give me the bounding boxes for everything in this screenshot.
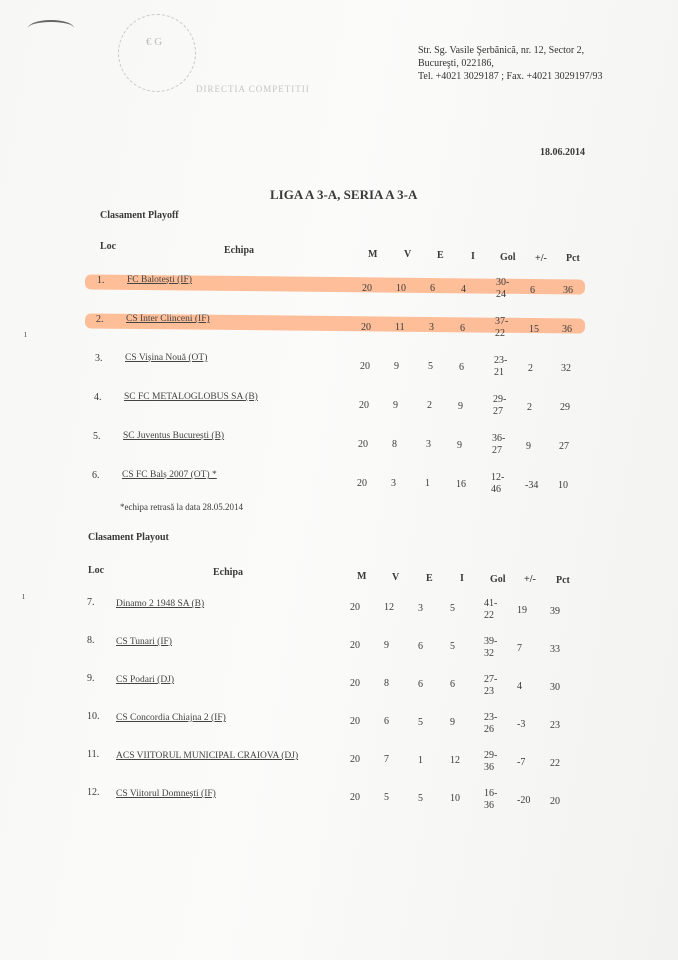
cell-e: 5 xyxy=(418,793,423,804)
cell-pct: 30 xyxy=(550,682,560,693)
gol-scored: 41- xyxy=(484,598,498,609)
cell-m: 20 xyxy=(350,678,360,689)
cell-team: ACS VIITORUL MUNICIPAL CRAIOVA (DJ) xyxy=(116,751,299,761)
col-loc: Loc xyxy=(88,565,105,576)
footnote: *echipa retrasă la data 28.05.2014 xyxy=(120,502,243,512)
cell-pct: 36 xyxy=(563,285,573,296)
col-gol: Gol xyxy=(500,252,516,263)
cell-i: 9 xyxy=(458,401,463,412)
cell-i: 9 xyxy=(457,440,462,451)
cell-m: 20 xyxy=(358,439,368,450)
cell-loc: 7. xyxy=(87,597,95,608)
cell-e: 1 xyxy=(425,478,430,489)
cell-v: 10 xyxy=(396,283,406,294)
col-m: M xyxy=(357,571,367,582)
cell-m: 20 xyxy=(357,478,367,489)
cell-v: 6 xyxy=(384,716,389,727)
cell-e: 6 xyxy=(418,679,423,690)
col-e: E xyxy=(437,250,444,261)
gol-conceded: 36 xyxy=(484,762,494,773)
cell-e: 5 xyxy=(428,361,433,372)
gol-conceded: 27 xyxy=(493,406,503,417)
cell-loc: 6. xyxy=(92,470,100,481)
cell-pct: 27 xyxy=(559,441,569,452)
cell-team: CS Podari (DJ) xyxy=(116,675,175,685)
cell-dif: 7 xyxy=(517,643,522,654)
stamp-mark: € G xyxy=(146,36,163,48)
col-pct: Pct xyxy=(566,253,580,264)
cell-e: 3 xyxy=(418,603,423,614)
cell-v: 7 xyxy=(384,754,389,765)
cell-loc: 12. xyxy=(87,787,100,798)
cell-gol xyxy=(494,355,507,379)
cell-team: CS FC Balș 2007 (OT) * xyxy=(122,470,217,480)
pen-mark xyxy=(28,20,74,36)
cell-i: 6 xyxy=(450,679,455,690)
cell-gol xyxy=(492,433,505,457)
cell-dif: 19 xyxy=(517,605,527,616)
address-line: Tel. +4021 3029187 ; Fax. +4021 3029197/93 xyxy=(418,71,603,82)
cell-dif: -7 xyxy=(517,757,526,768)
cell-team: CS Inter Clinceni (IF) xyxy=(126,314,210,324)
gol-scored: 23- xyxy=(484,712,498,723)
cell-dif: 4 xyxy=(517,681,522,692)
cell-v: 12 xyxy=(384,602,394,613)
cell-m: 20 xyxy=(350,602,360,613)
cell-dif: 6 xyxy=(530,285,535,296)
col-gol: Gol xyxy=(490,574,506,585)
gol-scored: 29- xyxy=(484,750,498,761)
cell-loc: 1. xyxy=(97,275,105,286)
cell-m: 20 xyxy=(350,716,360,727)
margin-tick: ı xyxy=(22,590,26,602)
gol-conceded: 46 xyxy=(491,484,501,495)
col-e: E xyxy=(426,573,433,584)
gol-scored: 37- xyxy=(495,316,509,327)
cell-pct: 22 xyxy=(550,758,560,769)
cell-gol xyxy=(484,788,497,812)
cell-i: 4 xyxy=(461,284,466,295)
gol-conceded: 26 xyxy=(484,724,494,735)
cell-team: CS Vișina Nouă (OT) xyxy=(125,353,208,363)
cell-e: 3 xyxy=(429,322,434,333)
cell-loc: 9. xyxy=(87,673,95,684)
cell-v: 5 xyxy=(384,792,389,803)
cell-pct: 36 xyxy=(562,324,572,335)
cell-gol xyxy=(484,750,497,774)
cell-e: 1 xyxy=(418,755,423,766)
cell-gol xyxy=(496,277,509,301)
col-dif: +/- xyxy=(535,253,547,264)
cell-pct: 39 xyxy=(550,606,560,617)
playout-heading: Clasament Playout xyxy=(88,532,169,543)
cell-v: 3 xyxy=(391,478,396,489)
cell-v: 8 xyxy=(384,678,389,689)
cell-gol xyxy=(484,712,497,736)
cell-v: 11 xyxy=(395,322,405,333)
gol-scored: 23- xyxy=(494,355,508,366)
gol-scored: 30- xyxy=(496,277,510,288)
cell-dif: -20 xyxy=(517,795,531,806)
cell-gol xyxy=(491,472,504,496)
document-title: LIGA A 3-A, SERIA A 3-A xyxy=(270,187,418,202)
gol-scored: 12- xyxy=(491,472,505,483)
cell-team: FC Balotești (IF) xyxy=(127,275,192,285)
gol-conceded: 22 xyxy=(495,328,505,339)
cell-loc: 4. xyxy=(94,392,102,403)
cell-i: 5 xyxy=(450,603,455,614)
cell-loc: 11. xyxy=(87,749,100,760)
cell-v: 9 xyxy=(393,400,398,411)
cell-m: 20 xyxy=(362,283,372,294)
cell-dif: -34 xyxy=(525,480,539,491)
cell-gol xyxy=(484,674,497,698)
cell-pct: 29 xyxy=(560,402,570,413)
cell-i: 16 xyxy=(456,479,466,490)
col-echipa: Echipa xyxy=(213,567,244,578)
gol-conceded: 27 xyxy=(492,445,502,456)
gol-conceded: 24 xyxy=(496,289,506,300)
address-line: Bucureşti, 022186, xyxy=(418,58,494,69)
col-pct: Pct xyxy=(556,575,570,586)
cell-m: 20 xyxy=(360,361,370,372)
cell-dif: 9 xyxy=(526,441,531,452)
cell-dif: 15 xyxy=(529,324,539,335)
cell-team: CS Concordia Chiajna 2 (IF) xyxy=(116,713,226,723)
cell-pct: 20 xyxy=(550,796,560,807)
gol-scored: 39- xyxy=(484,636,498,647)
cell-pct: 33 xyxy=(550,644,560,655)
cell-e: 6 xyxy=(418,641,423,652)
cell-i: 6 xyxy=(459,362,464,373)
cell-dif: -3 xyxy=(517,719,526,730)
cell-team: Dinamo 2 1948 SA (B) xyxy=(116,599,205,609)
cell-team: CS Tunari (IF) xyxy=(116,637,172,647)
col-v: V xyxy=(404,249,412,260)
cell-loc: 10. xyxy=(87,711,100,722)
gol-conceded: 21 xyxy=(494,367,504,378)
stamp-circle xyxy=(118,14,196,92)
cell-pct: 10 xyxy=(558,480,568,491)
playoff-heading: Clasament Playoff xyxy=(100,210,179,221)
cell-pct: 23 xyxy=(550,720,560,731)
cell-i: 10 xyxy=(450,793,460,804)
cell-m: 20 xyxy=(350,792,360,803)
gol-scored: 16- xyxy=(484,788,498,799)
cell-team: SC FC METALOGLOBUS SA (B) xyxy=(124,392,258,402)
address-line: Str. Sg. Vasile Şerbănică, nr. 12, Sector 2, xyxy=(418,45,585,56)
col-i: I xyxy=(460,573,464,584)
cell-v: 9 xyxy=(384,640,389,651)
cell-gol xyxy=(484,636,497,660)
cell-loc: 2. xyxy=(96,314,104,325)
col-dif: +/- xyxy=(524,574,536,585)
cell-gol xyxy=(484,598,497,622)
cell-i: 6 xyxy=(460,323,465,334)
cell-e: 6 xyxy=(430,283,435,294)
col-loc: Loc xyxy=(100,241,117,252)
gol-scored: 29- xyxy=(493,394,507,405)
gol-conceded: 22 xyxy=(484,610,494,621)
cell-m: 20 xyxy=(361,322,371,333)
cell-gol xyxy=(493,394,506,418)
col-echipa: Echipa xyxy=(224,245,255,256)
cell-m: 20 xyxy=(350,640,360,651)
cell-e: 5 xyxy=(418,717,423,728)
cell-team: CS Viitorul Domnești (IF) xyxy=(116,789,216,799)
cell-m: 20 xyxy=(350,754,360,765)
gol-scored: 27- xyxy=(484,674,498,685)
cell-v: 9 xyxy=(394,361,399,372)
cell-e: 3 xyxy=(426,439,431,450)
cell-i: 9 xyxy=(450,717,455,728)
cell-loc: 3. xyxy=(95,353,103,364)
cell-pct: 32 xyxy=(561,363,571,374)
cell-dif: 2 xyxy=(528,363,533,374)
col-v: V xyxy=(392,572,400,583)
cell-i: 5 xyxy=(450,641,455,652)
cell-team: SC Juventus București (B) xyxy=(123,431,225,441)
cell-m: 20 xyxy=(359,400,369,411)
cell-loc: 8. xyxy=(87,635,95,646)
cell-e: 2 xyxy=(427,400,432,411)
gol-scored: 36- xyxy=(492,433,506,444)
address-block xyxy=(418,44,602,83)
col-m: M xyxy=(368,249,378,260)
gol-conceded: 36 xyxy=(484,800,494,811)
cell-dif: 2 xyxy=(527,402,532,413)
cell-i: 12 xyxy=(450,755,460,766)
margin-tick: ı xyxy=(24,328,28,340)
col-i: I xyxy=(471,251,475,262)
gol-conceded: 23 xyxy=(484,686,494,697)
document-date: 18.06.2014 xyxy=(540,147,585,158)
cell-loc: 5. xyxy=(93,431,101,442)
cell-gol xyxy=(495,316,508,340)
stamp-text: DIRECTIA COMPETITII xyxy=(196,84,310,94)
gol-conceded: 32 xyxy=(484,648,494,659)
cell-v: 8 xyxy=(392,439,397,450)
